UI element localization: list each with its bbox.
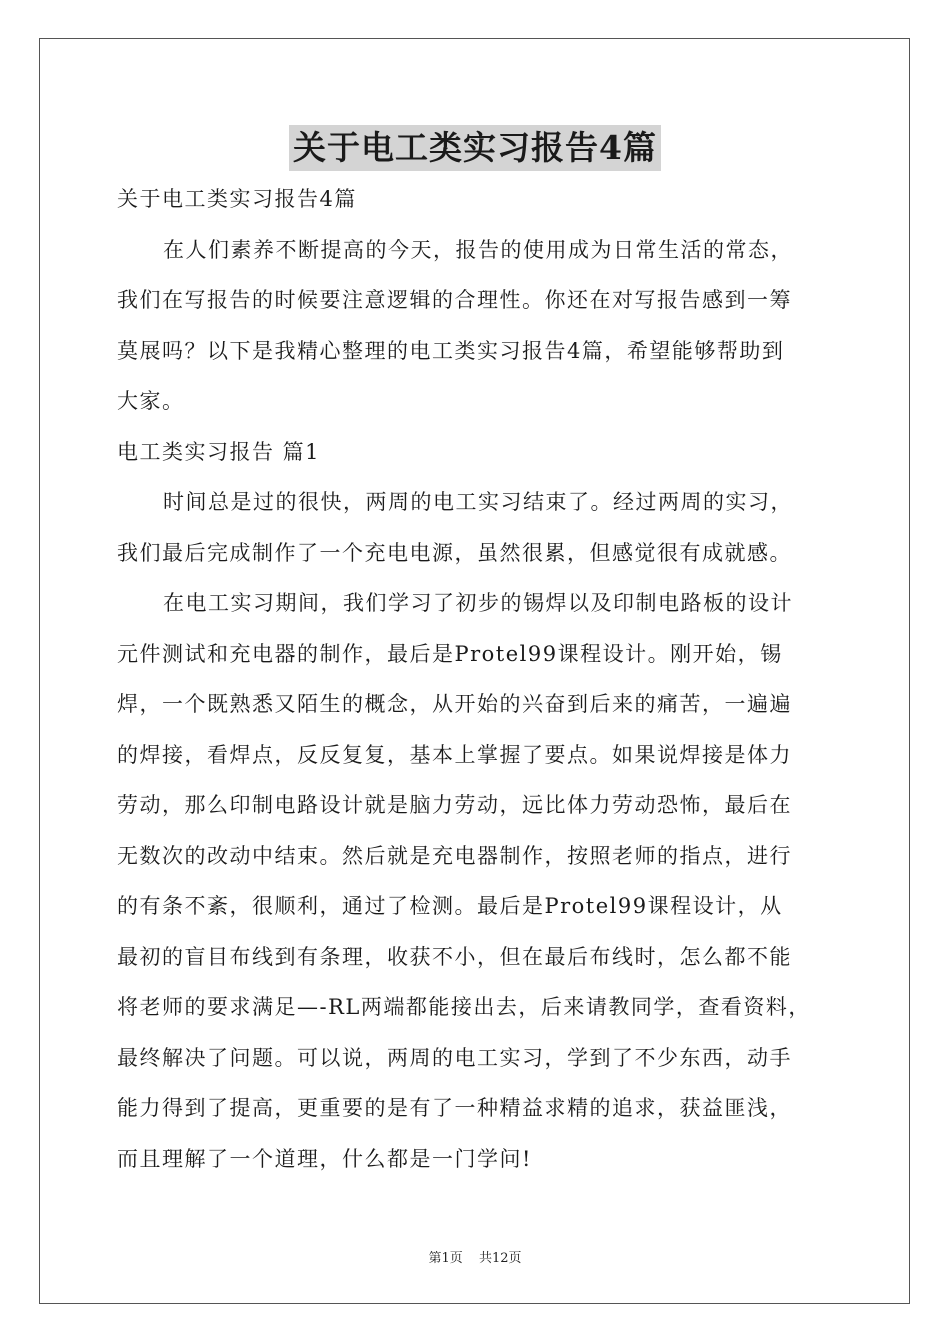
paragraph-line: 在人们素养不断提高的今天，报告的使用成为日常生活的常态， (163, 237, 793, 262)
paragraph-line: 焊，一个既熟悉又陌生的概念，从开始的兴奋到后来的痛苦，一遍遍 (117, 692, 792, 716)
paragraph-line: 劳动，那么印制电路设计就是脑力劳动，远比体力劳动恐怖，最后在 (117, 793, 792, 817)
page-footer (0, 1247, 950, 1266)
paragraph-line: 的焊接，看焊点，反反复复，基本上掌握了要点。如果说焊接是体力 (117, 742, 792, 767)
document-body (117, 174, 837, 1184)
paragraph-line: 元件测试和充电器的制作，最后是Protel99课程设计。刚开始，锡 (117, 641, 783, 666)
paragraph-line: 能力得到了提高，更重要的是有了一种精益求精的追求，获益匪浅， (117, 1096, 792, 1120)
section-heading: 电工类实习报告 篇1 (117, 439, 321, 464)
paragraph-line: 将老师的要求满足—-RL两端都能接出去，后来请教同学，查看资料， (117, 995, 811, 1019)
paragraph-line: 而且理解了一个道理，什么都是一门学问! (117, 1146, 532, 1171)
page-total: 共12页 (478, 1251, 522, 1266)
paragraph-line: 我们最后完成制作了一个充电电源，虽然很累，但感觉很有成就感。 (117, 540, 792, 565)
paragraph-line: 的有条不紊，很顺利，通过了检测。最后是Protel99课程设计，从 (117, 894, 783, 918)
paragraph-line: 最初的盲目布线到有条理，收获不小，但在最后布线时，怎么都不能 (117, 944, 792, 969)
paragraph-line: 在电工实习期间，我们学习了初步的锡焊以及印制电路板的设计 (163, 591, 793, 615)
paragraph-line: 莫展吗？以下是我精心整理的电工类实习报告4篇，希望能够帮助到 (117, 338, 785, 363)
title-container (0, 125, 950, 171)
document-title: 关于电工类实习报告4篇 (289, 125, 661, 171)
paragraph-line: 大家。 (117, 389, 185, 413)
page-number: 第1页 (428, 1251, 463, 1266)
paragraph-line: 最终解决了问题。可以说，两周的电工实习，学到了不少东西，动手 (117, 1045, 792, 1070)
paragraph-line: 时间总是过的很快，两周的电工实习结束了。经过两周的实习， (163, 490, 793, 514)
paragraph-line: 无数次的改动中结束。然后就是充电器制作，按照老师的指点，进行 (117, 843, 792, 868)
paragraph-line: 我们在写报告的时候要注意逻辑的合理性。你还在对写报告感到一筹 (117, 288, 792, 312)
subtitle-line: 关于电工类实习报告4篇 (117, 187, 357, 211)
